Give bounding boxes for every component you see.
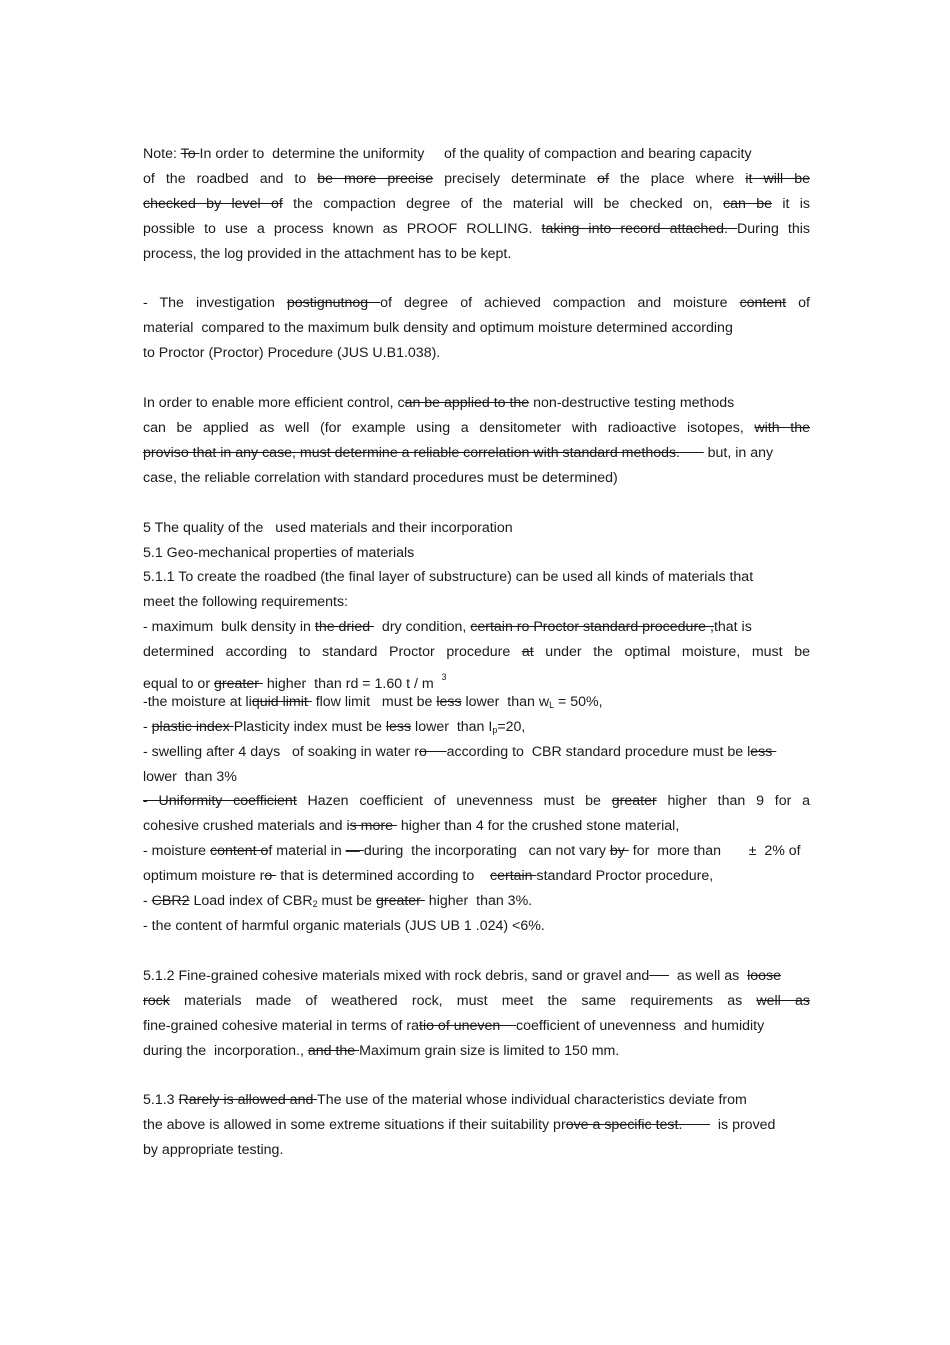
text-line: [143, 1088, 810, 1113]
text-run: 5.1 Geo-mechanical properties of materials: [143, 544, 415, 561]
text-line: [143, 839, 810, 864]
text-line: [143, 291, 810, 316]
text-line: [143, 1113, 810, 1138]
subscript: p: [492, 724, 498, 735]
text-run: equal to or: [143, 676, 214, 693]
text-run: - maximum bulk density in: [143, 619, 315, 636]
text-line: [143, 989, 810, 1014]
struck-text: by: [609, 843, 629, 860]
struck-text: —: [345, 843, 364, 860]
struck-text: loose: [747, 967, 781, 984]
text-run: 5.1.2 Fine-grained cohesive materials mixed with rock debris, sand or gravel and: [143, 967, 650, 984]
text-run: determined according to standard Proctor procedure: [143, 644, 522, 661]
text-run: - The investigation: [143, 295, 287, 312]
text-line: [143, 690, 810, 715]
paragraph: [143, 291, 810, 366]
text-run: of the roadbed and to: [143, 170, 318, 187]
text-run: Load index of CBR: [189, 893, 313, 910]
struck-text: certain: [489, 868, 537, 885]
struck-text: and the: [307, 1042, 360, 1059]
paragraph: [143, 516, 810, 939]
struck-text: s more: [349, 818, 397, 835]
paragraph: [143, 142, 810, 266]
subscript: 2: [312, 899, 318, 910]
text-line: [143, 814, 810, 839]
text-run: - swelling after 4 days of soaking in water r: [143, 743, 419, 760]
text-run: higher than 9 for a: [656, 793, 810, 810]
text-line: [143, 1039, 810, 1064]
text-run: materials made of weathered rock, must meet the same requirements as: [169, 992, 757, 1009]
struck-text: [649, 968, 669, 984]
struck-text: content: [739, 295, 787, 312]
text-line: [143, 715, 810, 740]
document-body: [143, 142, 810, 1163]
struck-text: it will be: [745, 170, 810, 187]
text-line: [143, 416, 810, 441]
struck-text: greater: [214, 676, 263, 693]
text-run: according to CBR standard procedure must be l: [446, 743, 751, 760]
paragraph: [143, 1088, 810, 1163]
text-run: 5 The quality of the used materials and their incorporation: [143, 519, 513, 536]
text-line: [143, 765, 810, 790]
text-run: during the incorporating can not vary: [363, 843, 610, 860]
text-line: [143, 565, 810, 590]
text-run: -: [143, 718, 152, 735]
text-run: case, the reliable correlation with standard procedures must be determined): [143, 469, 618, 486]
text-run: can be applied as well (for example using a densitometer with radioactive isotopes,: [143, 420, 755, 437]
text-line: [143, 242, 810, 267]
text-line: [143, 316, 810, 341]
text-run: possible to use a process known as PROOF ROLLING.: [143, 220, 542, 237]
struck-text: CBR2: [151, 893, 190, 910]
text-run: 5.1.1 To create the roadbed (the final layer of substructure) can be used all kinds of materials that: [143, 569, 754, 586]
text-run: precisely determinate: [433, 170, 598, 187]
text-run: process, the log provided in the attachment has to be kept.: [143, 245, 512, 262]
text-line: [143, 615, 810, 640]
text-run: lower than I: [411, 718, 493, 735]
text-run: higher than 4 for the crushed stone material,: [396, 818, 680, 835]
struck-text: ove a specific test.: [565, 1117, 710, 1134]
paragraph: [143, 964, 810, 1064]
text-run: - moisture: [143, 843, 211, 860]
text-line: [143, 590, 810, 615]
text-run: the compaction degree of the material will be checked on,: [282, 195, 723, 212]
struck-text: ess: [750, 743, 777, 760]
text-line: [143, 341, 810, 366]
struck-text: content o: [210, 843, 269, 860]
text-line: [143, 889, 810, 914]
text-line: [143, 167, 810, 192]
text-run: that is determined according to: [276, 868, 490, 885]
text-run: Maximum grain size is limited to 150 mm.: [359, 1042, 620, 1059]
text-run: higher than 3%.: [424, 893, 533, 910]
paragraph-gap: [143, 939, 810, 964]
text-run: the place where: [608, 170, 746, 187]
text-run: it is: [772, 195, 811, 212]
paragraph-gap: [143, 1063, 810, 1088]
struck-text: proviso that in any case, must determine a reliable correlation with standard methods.: [143, 444, 704, 461]
text-run: flow limit must be: [311, 693, 437, 710]
text-run: higher than rd = 1.60 t / m: [262, 676, 442, 693]
text-line: [143, 665, 810, 693]
text-line: [143, 964, 810, 989]
text-line: [143, 541, 810, 566]
text-run: In order to determine the uniformity of the quality of compaction and bearing capacity: [199, 146, 752, 162]
text-run: In order to enable more efficient control, c: [143, 395, 405, 412]
text-line: [143, 466, 810, 491]
struck-text: greater: [375, 893, 425, 910]
struck-text: o: [264, 868, 277, 885]
text-line: [143, 789, 810, 814]
text-line: [143, 914, 810, 939]
text-line: [143, 217, 810, 242]
paragraph: [143, 391, 810, 491]
text-run: dry condition,: [374, 619, 471, 636]
text-run: 5.1.3: [143, 1092, 179, 1109]
text-run: - the content of harmful organic materials (JUS UB 1 .024) <6%.: [143, 917, 545, 934]
struck-text: - Uniformity coefficient: [143, 793, 297, 810]
struck-text: with the: [754, 420, 810, 437]
struck-text: the dried: [314, 619, 375, 636]
text-run: that is: [713, 619, 752, 636]
text-run: for more than ± 2% of: [628, 843, 801, 860]
text-line: [143, 391, 810, 416]
text-run: by appropriate testing.: [143, 1142, 284, 1159]
text-run: lower than 3%: [143, 768, 237, 785]
text-run: =20,: [497, 718, 526, 735]
text-run: -the moisture at li: [143, 693, 252, 710]
struck-text: postignutnog: [286, 295, 381, 312]
text-run: non-destructive testing methods: [529, 395, 735, 412]
text-run: During this: [737, 220, 810, 237]
struck-text: be more precise: [317, 170, 434, 187]
struck-text: can be: [723, 195, 772, 212]
struck-text: greater: [611, 793, 657, 810]
text-run: as well as: [669, 967, 748, 984]
text-line: [143, 441, 810, 466]
struck-text: certain ro Proctor standard procedure ,: [470, 619, 714, 636]
struck-text: of: [597, 170, 609, 187]
paragraph-gap: [143, 366, 810, 391]
subscript: L: [549, 699, 555, 710]
text-line: [143, 1014, 810, 1039]
text-run: must be: [317, 893, 376, 910]
text-run: of degree of achieved compaction and moisture: [380, 295, 740, 312]
struck-text: quid limit: [251, 693, 312, 710]
text-run: to Proctor (Proctor) Procedure (JUS U.B1.038).: [143, 345, 441, 362]
text-run: the above is allowed in some extreme situations if their suitability pr: [143, 1117, 566, 1134]
text-line: [143, 142, 810, 167]
struck-text: checked by level of: [143, 195, 283, 212]
struck-text: tio of uneven: [419, 1017, 517, 1034]
paragraph-gap: [143, 266, 810, 291]
struck-text: well as: [756, 992, 810, 1009]
text-run: optimum moisture r: [143, 868, 265, 885]
text-run: Note:: [143, 146, 181, 162]
text-run: is proved: [710, 1117, 776, 1134]
text-run: Plasticity index must be: [233, 718, 386, 735]
text-line: [143, 1138, 810, 1163]
text-run: of: [786, 295, 810, 312]
text-line: [143, 740, 810, 765]
paragraph-gap: [143, 491, 810, 516]
struck-text: o: [419, 743, 447, 760]
text-run: material compared to the maximum bulk density and optimum moisture determined according: [143, 320, 733, 337]
struck-text: an be applied to the: [404, 395, 530, 412]
text-run: standard Proctor procedure,: [536, 868, 714, 885]
struck-text: at: [521, 644, 534, 661]
text-run: The use of the material whose individual characteristics deviate from: [317, 1092, 747, 1109]
struck-text: taking into record attached.: [541, 220, 738, 237]
text-run: -: [143, 893, 152, 910]
text-run: Hazen coefficient of unevenness must be: [296, 793, 612, 810]
text-run: coefficient of unevenness and humidity: [516, 1017, 765, 1034]
struck-text: plastic index: [151, 718, 234, 735]
text-run: lower than w: [461, 693, 550, 710]
text-run: f material in: [268, 843, 346, 860]
text-run: = 50%,: [554, 693, 603, 710]
text-line: [143, 864, 810, 889]
text-run: under the optimal moisture, must be: [533, 644, 810, 661]
text-run: cohesive crushed materials and i: [143, 818, 350, 835]
struck-text: rock: [143, 992, 170, 1009]
text-run: meet the following requirements:: [143, 594, 349, 611]
struck-text: Rarely is allowed and: [178, 1092, 318, 1109]
text-run: fine-grained cohesive material in terms of ra: [143, 1017, 419, 1034]
text-line: [143, 192, 810, 217]
struck-text: less: [436, 693, 462, 710]
struck-text: less: [385, 718, 412, 735]
text-line: [143, 516, 810, 541]
text-run: during the incorporation.,: [143, 1042, 308, 1059]
text-line: [143, 640, 810, 665]
superscript: 3: [441, 672, 447, 683]
text-run: but, in any: [703, 444, 774, 461]
struck-text: To: [180, 146, 200, 162]
